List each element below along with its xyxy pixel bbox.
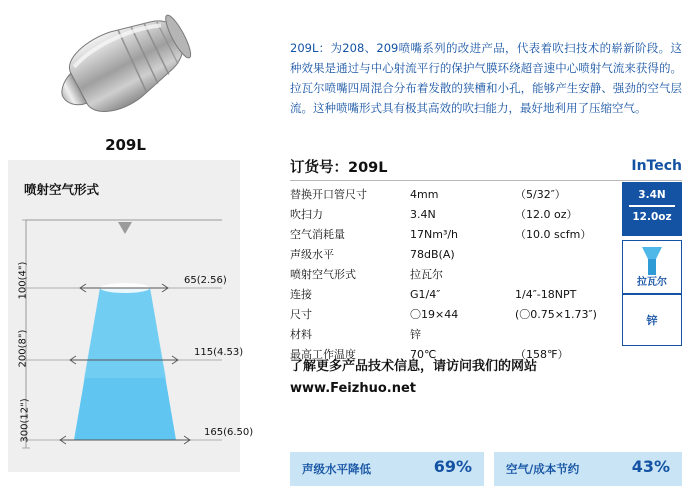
diagram-title: 喷射空气形式 xyxy=(24,182,100,197)
table-row xyxy=(290,224,620,244)
badge-material xyxy=(622,294,682,346)
spec-alt: （12.0 oz） xyxy=(515,207,578,221)
table-row xyxy=(290,304,620,324)
spec-alt xyxy=(515,324,620,344)
badge-material-label: 锌 xyxy=(646,314,658,327)
spec-name: 最高工作温度 xyxy=(290,347,356,361)
badge-blowing-force xyxy=(622,182,682,236)
spec-value: 锌 xyxy=(410,327,421,341)
spec-alt: （5/32″） xyxy=(515,187,566,201)
stat-noise-reduction xyxy=(290,452,484,486)
stat-air-cost-saving xyxy=(494,452,682,486)
spec-value: G1/4″ xyxy=(410,287,441,301)
width-label-3: 165(6.50) xyxy=(204,427,254,438)
product-intro-text: 209L：为208、209喷嘴系列的改进产品，代表着吹扫技术的崭新阶段。这种效果是通过与中心射流平行的保护气膜环绕超音速中心喷射气流来获得的。拉瓦尔喷嘴四周混合分布着发散的狭槽和小孔，能够产生安静、强劲的空气层流。这种喷嘴形式具有极其高效的吹扫能力，最好地利用了压缩空气。 xyxy=(290,41,682,115)
spec-name: 喷射空气形式 xyxy=(290,267,356,281)
depth-label-1: 100(4") xyxy=(17,261,29,300)
spec-value: 4mm xyxy=(410,187,439,201)
spec-alt: (〇0.75×1.73″) xyxy=(515,307,597,321)
spec-name: 替换开口管尺寸 xyxy=(290,187,367,201)
nozzle-caption: 209L xyxy=(105,136,146,154)
spec-name: 材料 xyxy=(290,327,312,341)
spec-name: 尺寸 xyxy=(290,307,312,321)
stat-value: 69% xyxy=(433,457,472,476)
table-row xyxy=(290,284,620,304)
stat-label: 空气/成本节约 xyxy=(506,462,580,476)
nozzle-photo xyxy=(18,8,233,133)
table-row xyxy=(290,184,620,204)
website-prompt: 了解更多产品技术信息，请访问我们的网站 xyxy=(290,359,538,374)
spec-value: 70℃ xyxy=(410,347,437,361)
order-number-row xyxy=(290,156,682,180)
depth-label-2: 200(8") xyxy=(17,329,29,368)
depth-label-3: 300(12") xyxy=(19,398,31,443)
width-label-1: 65(2.56) xyxy=(184,275,227,286)
table-row xyxy=(290,204,620,224)
table-row xyxy=(290,324,620,344)
website-url[interactable]: www.Feizhuo.net xyxy=(290,381,416,396)
spec-table-body xyxy=(290,184,620,364)
stat-label: 声级水平降低 xyxy=(302,462,371,476)
spec-value: 拉瓦尔 xyxy=(410,267,443,281)
spec-table xyxy=(290,184,620,364)
badge-nozzle-type-label: 拉瓦尔 xyxy=(637,277,667,288)
brand-logo: InTech xyxy=(631,158,682,174)
spec-name: 空气消耗量 xyxy=(290,227,345,241)
spec-alt xyxy=(515,244,620,264)
order-number-label: 订货号：209L xyxy=(290,160,388,176)
spec-alt: （158℉） xyxy=(515,347,569,361)
website-block xyxy=(290,356,682,400)
badge-force-alt-value: 12.0oz xyxy=(632,211,672,223)
badge-force-value: 3.4N xyxy=(638,189,666,201)
spec-value: 17Nm³/h xyxy=(410,227,459,241)
table-row xyxy=(290,264,620,284)
arrow-icon xyxy=(629,205,675,207)
spec-name: 声级水平 xyxy=(290,247,334,261)
spec-name: 连接 xyxy=(290,287,312,301)
air-pattern-diagram xyxy=(8,160,254,472)
width-label-2: 115(4.53) xyxy=(194,347,244,358)
spec-value: 78dB(A) xyxy=(410,247,455,261)
table-row xyxy=(290,244,620,264)
spec-alt: （10.0 scfm） xyxy=(515,227,592,241)
spec-value: 3.4N xyxy=(410,207,436,221)
divider xyxy=(290,180,682,181)
spec-name: 吹扫力 xyxy=(290,207,323,221)
spec-alt: 1/4″-18NPT xyxy=(515,287,577,301)
stat-value: 43% xyxy=(631,457,670,476)
badge-nozzle-type xyxy=(622,240,682,294)
spec-alt xyxy=(515,264,620,284)
spec-value: 〇19×44 xyxy=(410,307,459,321)
